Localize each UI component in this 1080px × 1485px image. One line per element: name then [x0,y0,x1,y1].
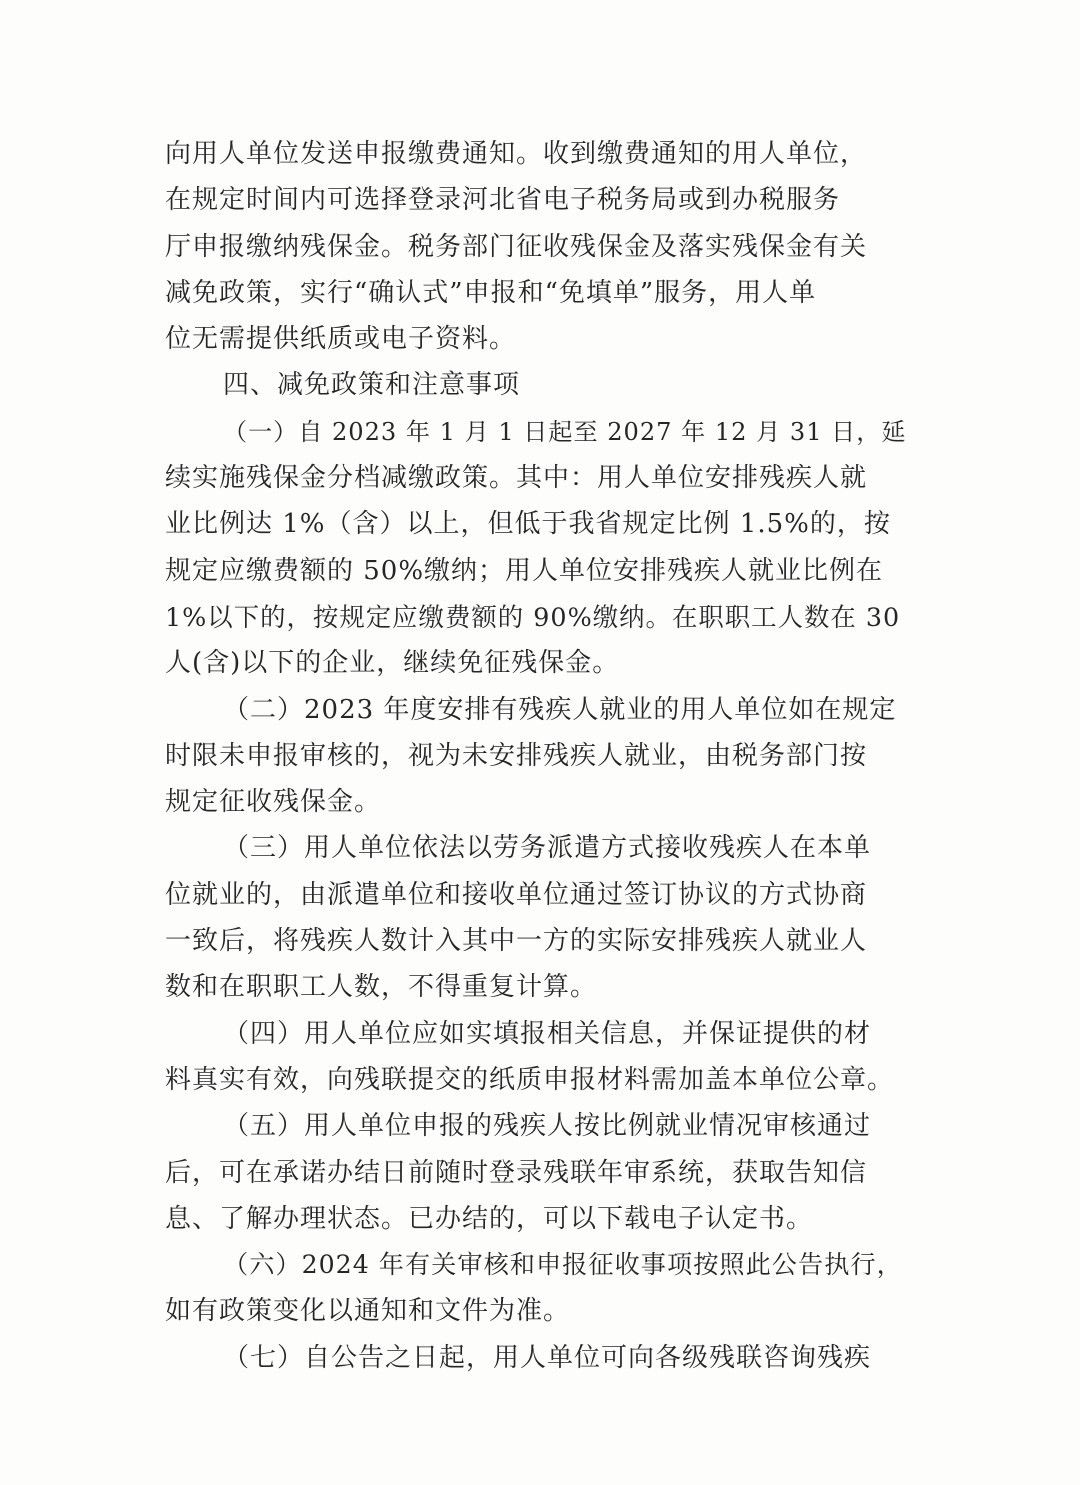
text-line: 位就业的，由派遣单位和接收单位通过签订协议的方式协商 [165,879,868,910]
text-line: 息、了解办理状态。已办结的，可以下载电子认定书。 [165,1203,814,1234]
text-line: 一致后，将残疾人数计入其中一方的实际安排残疾人就业人 [165,926,868,957]
text-line: 位无需提供纸质或电子资料。 [165,324,517,355]
text-line: （一）自 2023 年 1 月 1 日起至 2027 年 12 月 31 日，延 [223,417,907,446]
text-line: 减免政策，实行“确认式”申报和“免填单”服务，用人单 [165,277,817,308]
text-line: 1%以下的，按规定应缴费额的 90%缴纳。在职职工人数在 30 [165,601,901,632]
text-line: 料真实有效，向残联提交的纸质申报材料需加盖本单位公章。 [165,1064,895,1095]
text-line: 时限未申报审核的，视为未安排残疾人就业，由税务部门按 [165,740,868,771]
text-line: 向用人单位发送申报缴费通知。收到缴费通知的用人单位， [165,139,868,169]
text-line: 业比例达 1%（含）以上，但低于我省规定比例 1.5%的，按 [165,509,891,540]
text-line: （七）自公告之日起，用人单位可向各级残联咨询残疾 [223,1342,872,1373]
text-line: （二）2023 年度安排有残疾人就业的用人单位如在规定 [223,694,897,725]
text-line: （六）2024 年有关审核和申报征收事项按照此公告执行， [223,1250,903,1280]
text-line: 四、减免政策和注意事项 [223,370,521,401]
text-line: （四）用人单位应如实填报相关信息，并保证提供的材 [223,1018,872,1049]
text-line: 厅申报缴纳残保金。税务部门征收残保金及落实残保金有关 [165,231,868,262]
text-line: 后，可在承诺办结日前随时登录残联年审系统，获取告知信 [165,1157,868,1188]
text-line: （五）用人单位申报的残疾人按比例就业情况审核通过 [223,1111,872,1142]
text-line: 规定征收残保金。 [165,787,382,818]
text-line: 续实施残保金分档减缴政策。其中：用人单位安排残疾人就 [165,463,868,494]
text-line: 在规定时间内可选择登录河北省电子税务局或到办税服务 [165,185,841,216]
text-line: （三）用人单位依法以劳务派遣方式接收残疾人在本单 [223,833,872,864]
text-line: 如有政策变化以通知和文件为准。 [165,1296,571,1327]
text-line: 规定应缴费额的 50%缴纳；用人单位安排残疾人就业比例在 [165,555,884,586]
text-line: 人(含)以下的企业，继续免征残保金。 [165,648,620,679]
document-body [165,131,907,1381]
text-line: 数和在职职工人数，不得重复计算。 [165,972,598,1003]
